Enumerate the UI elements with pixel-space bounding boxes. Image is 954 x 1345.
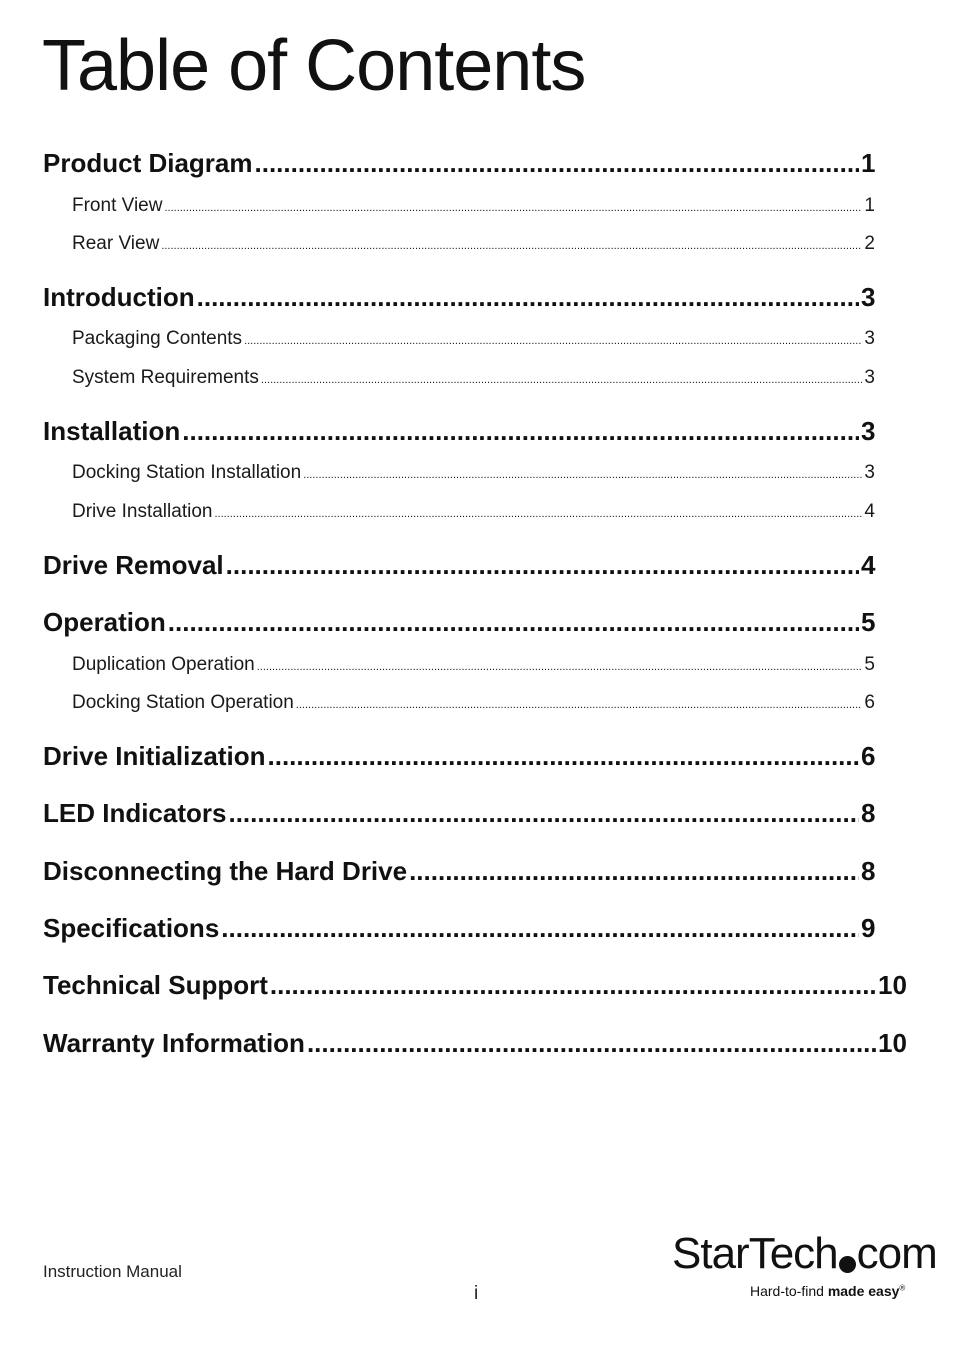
toc-entry-packaging-contents[interactable]	[72, 328, 875, 350]
toc-entry-label: Rear View	[72, 233, 160, 254]
dot-leader	[409, 856, 859, 887]
logo-brand-main: StarTech	[672, 1229, 838, 1278]
toc-entry-introduction[interactable]	[43, 282, 875, 313]
toc-entry-duplication-operation[interactable]	[72, 654, 875, 676]
toc-entry-page: 3	[864, 462, 875, 483]
toc-entry-page: 1	[861, 148, 876, 178]
logo-dot-icon	[839, 1256, 856, 1273]
toc-entry-label: LED Indicators	[43, 798, 227, 828]
toc-entry-front-view[interactable]	[72, 195, 875, 217]
dot-leader	[168, 607, 859, 638]
toc-entry-page: 3	[864, 328, 875, 349]
toc-entry-label: Drive Initialization	[43, 741, 266, 771]
logo-tagline-bold: made easy	[827, 1283, 900, 1299]
dot-leader	[244, 335, 862, 347]
dot-leader	[307, 1028, 876, 1059]
toc-entry-label: Docking Station Installation	[72, 462, 302, 483]
toc-entry-label: Drive Removal	[43, 550, 224, 580]
toc-entry-docking-station-installation[interactable]	[72, 462, 875, 484]
toc-entry-page: 4	[864, 501, 875, 522]
toc-entry-product-diagram[interactable]	[43, 148, 875, 179]
toc-entry-warranty-information[interactable]	[43, 1028, 907, 1059]
toc-entry-page: 6	[861, 741, 876, 771]
toc-entry-label: Front View	[72, 195, 163, 216]
toc-entry-label: Operation	[43, 607, 166, 637]
toc-entry-page: 3	[864, 367, 875, 388]
toc-entry-label: Specifications	[43, 913, 220, 943]
dot-leader	[164, 202, 862, 214]
toc-entry-specifications[interactable]	[43, 913, 875, 944]
dot-leader	[296, 699, 863, 711]
page-title: Table of Contents	[42, 26, 586, 106]
dot-leader	[197, 282, 859, 313]
toc-entry-page: 9	[861, 913, 876, 943]
toc-entry-system-requirements[interactable]	[72, 367, 875, 389]
dot-leader	[255, 148, 860, 179]
startech-logo	[672, 1229, 937, 1302]
toc-entry-page: 8	[861, 798, 876, 828]
toc-entry-technical-support[interactable]	[43, 970, 907, 1001]
toc-entry-drive-removal[interactable]	[43, 550, 875, 581]
toc-entry-page: 10	[878, 1028, 907, 1058]
toc-entry-page: 10	[878, 970, 907, 1000]
toc-entry-label: System Requirements	[72, 367, 259, 388]
toc-entry-page: 8	[861, 856, 876, 886]
toc-entry-page: 6	[864, 692, 875, 713]
registered-mark-icon: ®	[899, 1283, 906, 1293]
toc-entry-rear-view[interactable]	[72, 233, 875, 255]
toc-entry-page: 3	[861, 416, 876, 446]
dot-leader	[270, 970, 876, 1001]
logo-wordmark	[672, 1229, 937, 1278]
toc-entry-label: Drive Installation	[72, 501, 213, 522]
toc-entry-docking-station-operation[interactable]	[72, 692, 875, 714]
toc-entry-page: 1	[864, 195, 875, 216]
toc-entry-page: 3	[861, 282, 876, 312]
dot-leader	[221, 913, 859, 944]
toc-entry-operation[interactable]	[43, 607, 875, 638]
toc-entry-installation[interactable]	[43, 416, 875, 447]
toc-entry-label: Disconnecting the Hard Drive	[43, 856, 408, 886]
toc-entry-page: 4	[861, 550, 876, 580]
toc-entry-disconnecting-hard-drive[interactable]	[43, 856, 875, 887]
toc-entry-label: Installation	[43, 416, 181, 446]
dot-leader	[257, 661, 863, 673]
logo-tagline-regular: Hard-to-find	[750, 1283, 828, 1299]
toc-entry-led-indicators[interactable]	[43, 798, 875, 829]
dot-leader	[228, 798, 859, 829]
dot-leader	[303, 469, 862, 481]
logo-tagline	[750, 1283, 905, 1299]
toc-entry-label: Technical Support	[43, 970, 268, 1000]
dot-leader	[182, 416, 859, 447]
toc-entry-label: Packaging Contents	[72, 328, 243, 349]
dot-leader	[214, 508, 862, 520]
toc-entry-drive-installation[interactable]	[72, 501, 875, 523]
toc-entry-page: 2	[864, 233, 875, 254]
dot-leader	[226, 550, 859, 581]
toc-entry-page: 5	[861, 607, 876, 637]
logo-brand-suffix: com	[856, 1229, 937, 1278]
toc-entry-page: 5	[864, 654, 875, 675]
dot-leader	[261, 374, 863, 386]
toc-entry-label: Duplication Operation	[72, 654, 255, 675]
dot-leader	[161, 240, 862, 252]
toc-entry-label: Introduction	[43, 282, 195, 312]
toc-entry-label: Warranty Information	[43, 1028, 305, 1058]
footer-doc-type: Instruction Manual	[43, 1262, 182, 1281]
footer-page-number: i	[474, 1283, 479, 1304]
dot-leader	[268, 741, 860, 772]
toc-entry-label: Product Diagram	[43, 148, 253, 178]
toc-entry-drive-initialization[interactable]	[43, 741, 875, 772]
toc-entry-label: Docking Station Operation	[72, 692, 294, 713]
